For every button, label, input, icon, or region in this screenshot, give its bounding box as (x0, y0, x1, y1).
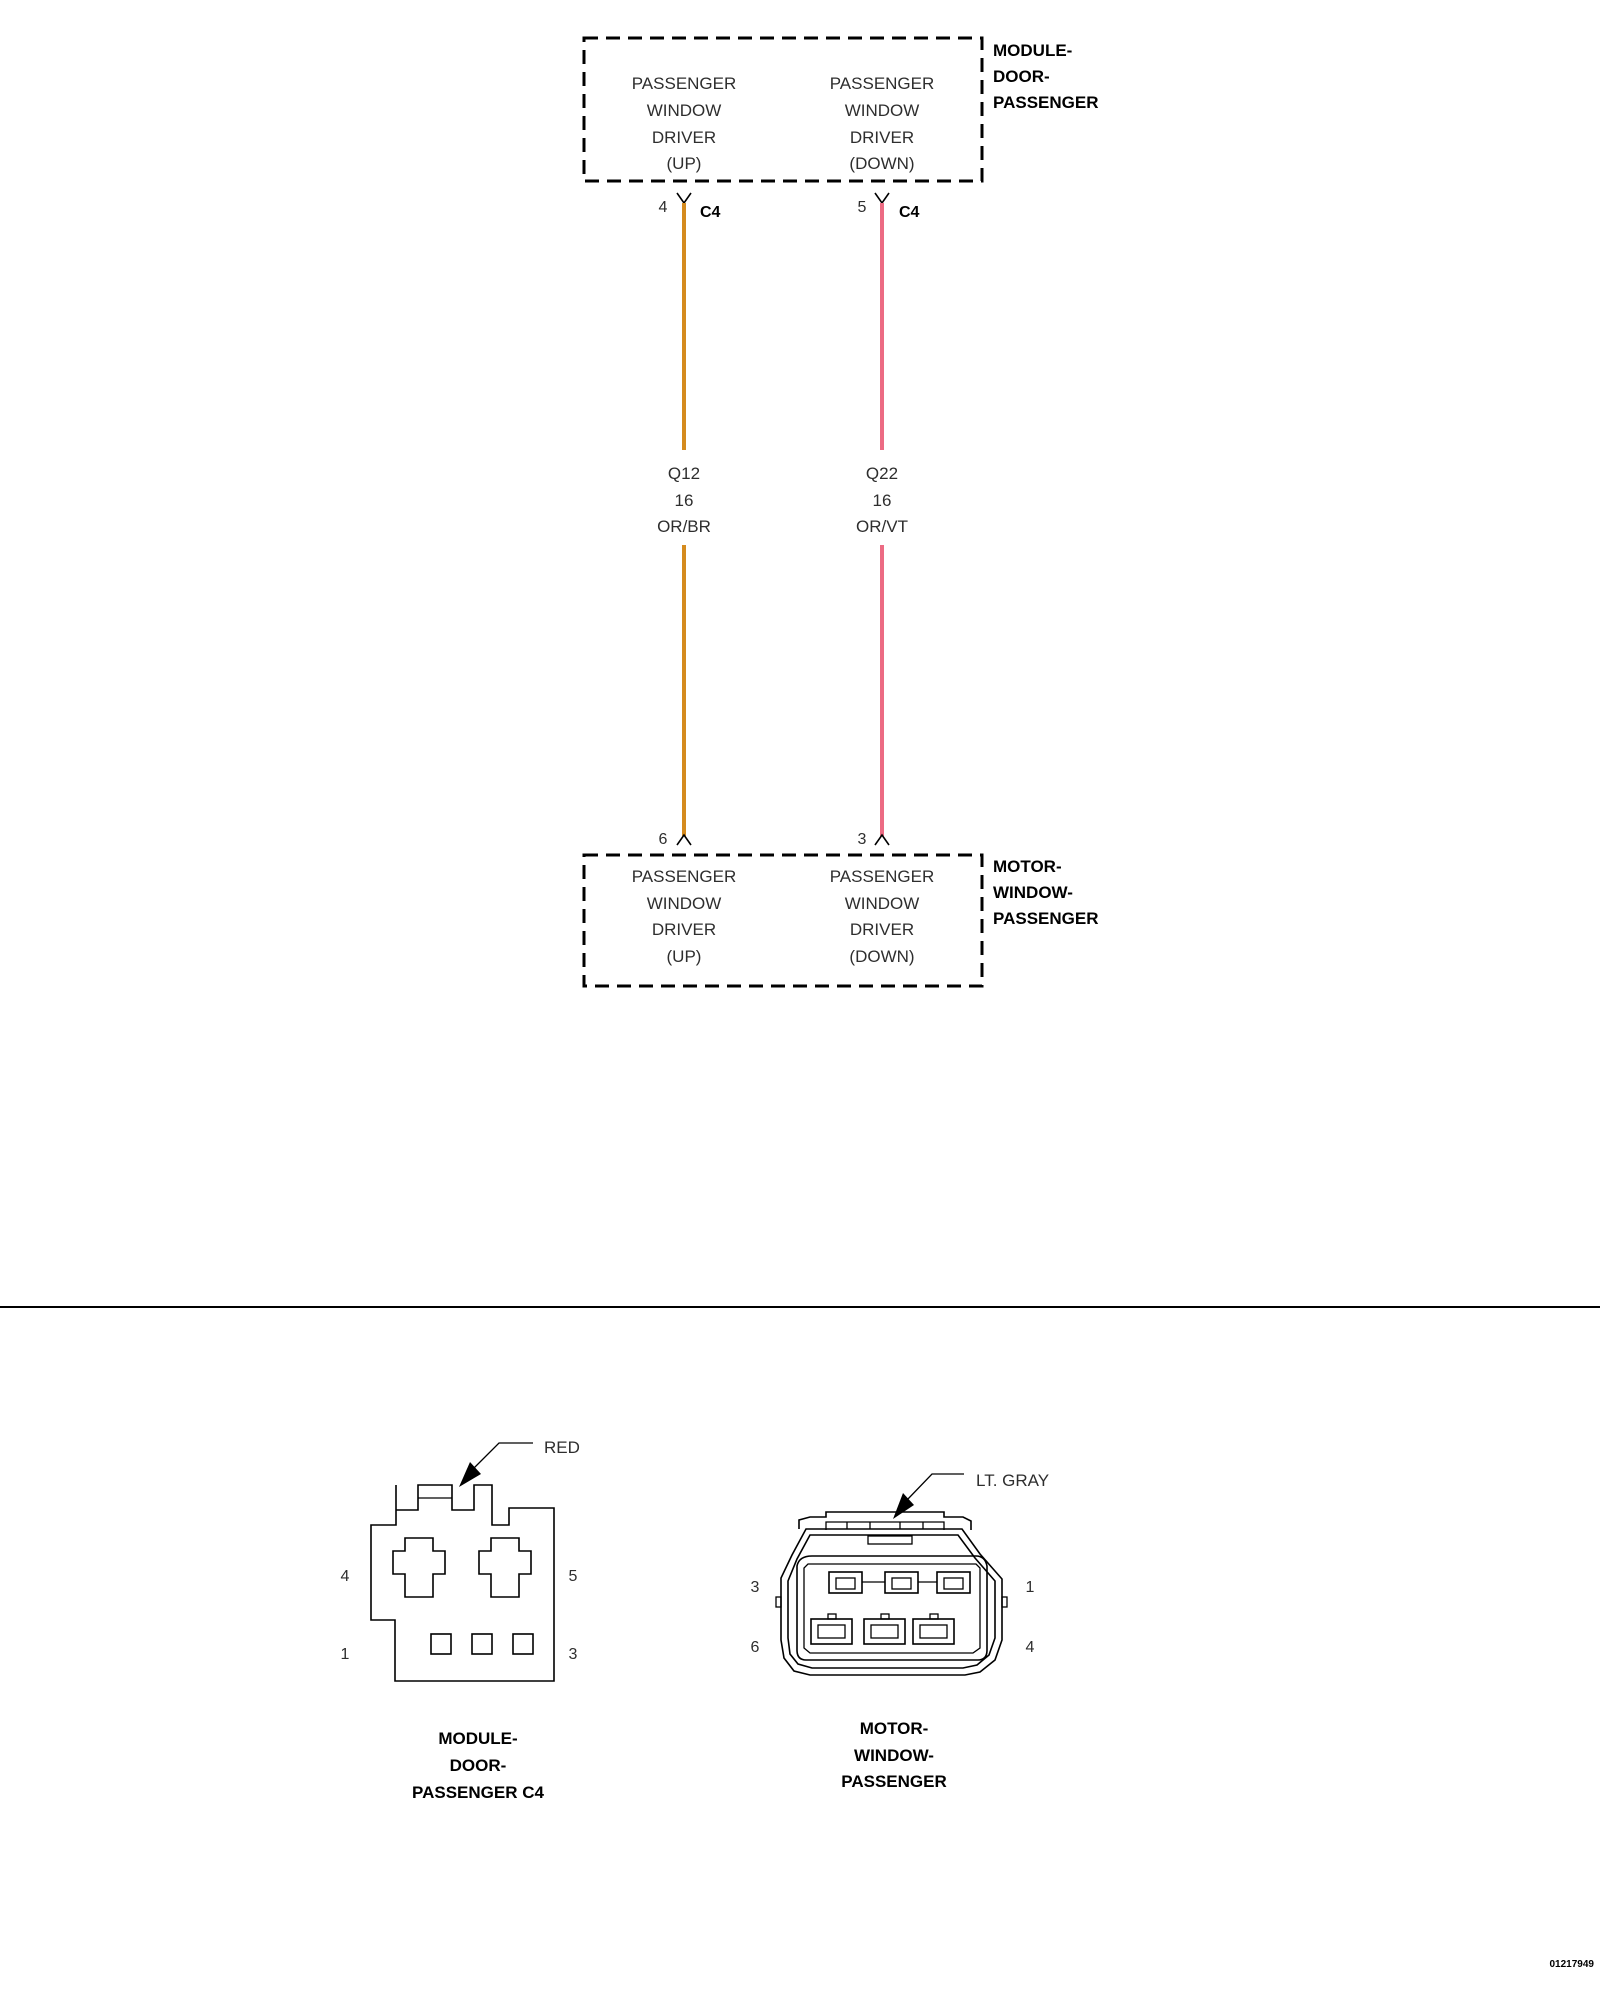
wire-q22-circuit: Q22 (865, 464, 899, 483)
c4-color-arrow (459, 1462, 481, 1487)
motor-latch-outline (799, 1512, 971, 1530)
c4-color-leader (474, 1443, 533, 1468)
bottom-module-name-line-2: WINDOW- (993, 883, 1073, 902)
motor-pin-label-top-right: 1 (1025, 1579, 1035, 1596)
c4-cavity-pin-4 (393, 1538, 445, 1597)
wire-q12-top-pin-symbol (677, 193, 691, 203)
motor-caption-line-2: WINDOW- (854, 1746, 934, 1765)
module-door-passenger-box (584, 38, 982, 181)
wire-q22-bottom-pin: 3 (857, 831, 867, 848)
top-right-function-line-4: (DOWN) (849, 154, 915, 173)
top-left-function-line-1: PASSENGER (631, 74, 737, 93)
c4-pin-label-top-left: 4 (340, 1568, 350, 1585)
c4-pin-label-top-right: 5 (568, 1568, 578, 1585)
motor-cavity-row-top (829, 1572, 970, 1593)
motor-cavity-pin-3 (829, 1572, 862, 1593)
top-left-function-line-3: DRIVER (651, 128, 717, 147)
top-module-name-line-2: DOOR- (993, 67, 1050, 86)
motor-cavity-pin-4 (913, 1619, 954, 1644)
motor-cavity-pin-4-inner (920, 1625, 947, 1638)
motor-cavity-pin-5 (864, 1619, 905, 1644)
figure-id: 01217949 (1549, 1959, 1594, 1970)
bottom-left-function-line-2: WINDOW (646, 894, 722, 913)
motor-cavity-pin-3-inner (836, 1578, 855, 1589)
motor-window-passenger (584, 855, 1099, 986)
wire-q12-bottom-pin-symbol (677, 835, 691, 845)
motor-color-leader (907, 1474, 964, 1500)
wire-q22-upper-segment (880, 203, 884, 450)
wire-q12 (657, 193, 720, 848)
module-door-passenger (584, 38, 1099, 181)
c4-housing-outline (371, 1485, 554, 1681)
wire-q22-top-connector: C4 (899, 204, 920, 221)
motor-cavity-row-bottom (811, 1614, 954, 1644)
wire-q22-top-pin: 5 (857, 199, 867, 216)
motor-pin-label-bottom-left: 6 (750, 1639, 760, 1656)
wire-q22-top-pin-symbol (875, 193, 889, 203)
wire-q12-lower-segment (682, 545, 686, 836)
top-right-function-line-1: PASSENGER (829, 74, 935, 93)
bottom-left-function-line-1: PASSENGER (631, 867, 737, 886)
wire-q12-circuit: Q12 (667, 464, 701, 483)
c4-pin-label-bottom-right: 3 (568, 1646, 578, 1663)
motor-cavity-pin-5-inner (871, 1625, 898, 1638)
wire-q12-top-connector: C4 (700, 204, 721, 221)
c4-caption-line-1: MODULE- (438, 1729, 518, 1748)
top-left-function-line-4: (UP) (666, 154, 702, 173)
motor-color-label: LT. GRAY (976, 1471, 1050, 1490)
bottom-left-function-line-4: (UP) (666, 947, 702, 966)
wire-q22-color-code: OR/VT (856, 517, 908, 536)
motor-housing-middle (788, 1535, 995, 1668)
wire-q12-top-pin: 4 (658, 199, 668, 216)
bottom-module-name-line-1: MOTOR- (993, 857, 1062, 876)
bottom-left-function-line-3: DRIVER (651, 920, 717, 939)
motor-caption-line-1: MOTOR- (859, 1719, 929, 1738)
wire-q12-color-code: OR/BR (657, 517, 711, 536)
c4-caption-line-2: DOOR- (449, 1756, 507, 1775)
wire-q12-gauge: 16 (674, 491, 694, 510)
top-module-name-line-3: PASSENGER (993, 93, 1099, 112)
bottom-right-function-line-4: (DOWN) (849, 947, 915, 966)
wire-q22 (856, 193, 920, 848)
top-left-function-line-2: WINDOW (646, 101, 722, 120)
motor-cavity-pin-1-inner (944, 1578, 963, 1589)
motor-cavity-pin-2-inner (892, 1578, 911, 1589)
motor-caption-line-3: PASSENGER (841, 1772, 947, 1791)
top-right-function-line-3: DRIVER (849, 128, 915, 147)
motor-pin-label-bottom-right: 4 (1025, 1639, 1035, 1656)
motor-cavity-pin-6-inner (818, 1625, 845, 1638)
wire-q22-gauge: 16 (872, 491, 892, 510)
wire-q12-upper-segment (682, 203, 686, 450)
bottom-right-function-line-1: PASSENGER (829, 867, 935, 886)
wire-q22-lower-segment (880, 545, 884, 836)
top-module-name-line-1: MODULE- (993, 41, 1073, 60)
c4-color-label: RED (544, 1438, 580, 1457)
c4-pin-label-bottom-left: 1 (340, 1646, 350, 1663)
motor-pin-label-top-left: 3 (750, 1579, 760, 1596)
bottom-module-name-line-3: PASSENGER (993, 909, 1099, 928)
motor-latch-slot (868, 1536, 912, 1544)
c4-caption-line-3: PASSENGER C4 (412, 1783, 544, 1802)
wire-q12-bottom-pin: 6 (658, 831, 668, 848)
bottom-right-function-line-2: WINDOW (844, 894, 920, 913)
c4-cavity-pin-3 (513, 1634, 533, 1654)
c4-cavity-pin-1 (431, 1634, 451, 1654)
wire-q22-bottom-pin-symbol (875, 835, 889, 845)
motor-cavity-pin-1 (937, 1572, 970, 1593)
connector-view-module-door-passenger-c4 (341, 1438, 580, 1802)
motor-cavity-pin-6 (811, 1619, 852, 1644)
c4-cavity-pin-5 (479, 1538, 531, 1597)
top-right-function-line-2: WINDOW (844, 101, 920, 120)
c4-cavity-pin-2 (472, 1634, 492, 1654)
motor-cavity-pin-2 (885, 1572, 918, 1593)
bottom-right-function-line-3: DRIVER (849, 920, 915, 939)
connector-view-motor-window-passenger (751, 1471, 1050, 1791)
